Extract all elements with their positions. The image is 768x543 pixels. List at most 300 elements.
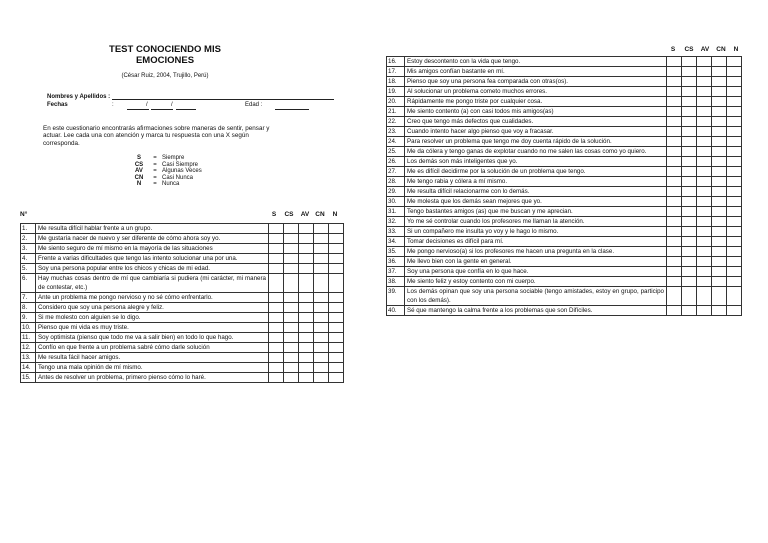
answer-cell-s[interactable] (269, 254, 284, 264)
answer-cell-s[interactable] (667, 167, 682, 177)
answer-cell-cn[interactable] (712, 177, 727, 187)
answer-cell-n[interactable] (329, 224, 344, 234)
answer-cell-cn[interactable] (712, 207, 727, 217)
date-slash-2: / (171, 102, 173, 108)
question-number: 6. (21, 274, 36, 293)
answer-cell-s[interactable] (667, 67, 682, 77)
answer-cell-cs[interactable] (682, 157, 697, 167)
answer-cell-s[interactable] (269, 353, 284, 363)
answer-cell-s[interactable] (667, 187, 682, 197)
answer-cell-s[interactable] (269, 333, 284, 343)
question-row (21, 234, 344, 244)
answer-cell-av[interactable] (697, 247, 712, 257)
answer-cell-cs[interactable] (682, 217, 697, 227)
answer-cell-n[interactable] (727, 87, 742, 97)
answer-cell-cn[interactable] (712, 57, 727, 67)
answer-cell-cs[interactable] (284, 254, 299, 264)
answer-cell-s[interactable] (667, 247, 682, 257)
answer-cell-s[interactable] (667, 127, 682, 137)
question-row (387, 267, 742, 277)
answer-cell-av[interactable] (697, 167, 712, 177)
question-text: Me siento feliz y estoy contento con mi cuerpo. (405, 277, 667, 287)
answer-cell-s[interactable] (269, 313, 284, 323)
answer-cell-s[interactable] (667, 147, 682, 157)
question-text: Soy optimista (pienso que todo me va a salir bien) en todo lo que hago. (36, 333, 269, 343)
legend-meaning: Siempre (162, 155, 185, 161)
right-page (384, 0, 768, 543)
question-row (21, 274, 344, 293)
answer-cell-cs[interactable] (682, 237, 697, 247)
question-number: 17. (387, 67, 405, 77)
answer-cell-s[interactable] (667, 207, 682, 217)
answer-cell-n[interactable] (727, 237, 742, 247)
answer-cell-av[interactable] (299, 303, 314, 313)
legend-eq: = (153, 168, 157, 174)
questions-table-right (386, 56, 742, 316)
questions-table-left (20, 223, 344, 383)
question-number: 1. (21, 224, 36, 234)
answer-cell-cs[interactable] (682, 197, 697, 207)
question-number: 8. (21, 303, 36, 313)
answer-cell-n[interactable] (329, 264, 344, 274)
question-text: Me resulta difícil hablar frente a un grupo. (36, 224, 269, 234)
answer-cell-s[interactable] (269, 303, 284, 313)
answer-cell-cn[interactable] (712, 147, 727, 157)
answer-cell-av[interactable] (299, 293, 314, 303)
answer-cell-s[interactable] (667, 217, 682, 227)
answer-cell-n[interactable] (727, 207, 742, 217)
answer-cell-cn[interactable] (712, 167, 727, 177)
answer-cell-av[interactable] (697, 97, 712, 107)
col-header-s: S (271, 211, 277, 218)
legend-eq: = (153, 174, 157, 181)
answer-cell-cs[interactable] (284, 353, 299, 363)
answer-cell-cs[interactable] (284, 293, 299, 303)
question-row (387, 157, 742, 167)
answer-cell-cn[interactable] (712, 137, 727, 147)
answer-cell-cn[interactable] (314, 323, 329, 333)
answer-cell-n[interactable] (727, 137, 742, 147)
answer-cell-s[interactable] (667, 197, 682, 207)
answer-cell-n[interactable] (727, 287, 742, 306)
col-header-n: N (733, 46, 739, 53)
answer-cell-av[interactable] (299, 323, 314, 333)
question-text: Yo me sé controlar cuando los profesores me llaman la atención. (405, 217, 667, 227)
answer-cell-cn[interactable] (712, 287, 727, 306)
answer-cell-cs[interactable] (284, 363, 299, 373)
answer-cell-s[interactable] (269, 274, 284, 293)
question-number: 38. (387, 277, 405, 287)
answer-cell-n[interactable] (727, 306, 742, 316)
answer-cell-s[interactable] (269, 264, 284, 274)
answer-cell-av[interactable] (299, 254, 314, 264)
question-number: 12. (21, 343, 36, 353)
question-row (21, 363, 344, 373)
answer-cell-cs[interactable] (284, 274, 299, 293)
answer-cell-cs[interactable] (284, 234, 299, 244)
answer-cell-cs[interactable] (284, 333, 299, 343)
answer-cell-cn[interactable] (314, 333, 329, 343)
answer-cell-av[interactable] (697, 177, 712, 187)
answer-cell-cs[interactable] (682, 227, 697, 237)
question-row (387, 77, 742, 87)
answer-cell-cn[interactable] (314, 254, 329, 264)
question-number: 9. (21, 313, 36, 323)
answer-cell-cs[interactable] (682, 207, 697, 217)
answer-cell-cn[interactable] (314, 353, 329, 363)
answer-cell-cs[interactable] (284, 303, 299, 313)
answer-cell-cn[interactable] (314, 303, 329, 313)
question-number: 22. (387, 117, 405, 127)
answer-cell-s[interactable] (667, 287, 682, 306)
answer-cell-av[interactable] (697, 237, 712, 247)
answer-cell-cs[interactable] (682, 187, 697, 197)
answer-cell-s[interactable] (667, 107, 682, 117)
question-number: 24. (387, 137, 405, 147)
answer-cell-av[interactable] (697, 217, 712, 227)
question-text: Me resulta difícil relacionarme con lo demás. (405, 187, 667, 197)
answer-cell-n[interactable] (329, 343, 344, 353)
answer-cell-n[interactable] (727, 187, 742, 197)
answer-legend (130, 155, 202, 188)
answer-cell-cs[interactable] (682, 167, 697, 177)
answer-cell-s[interactable] (667, 257, 682, 267)
answer-cell-n[interactable] (727, 67, 742, 77)
question-number: 19. (387, 87, 405, 97)
question-number: 2. (21, 234, 36, 244)
answer-cell-n[interactable] (727, 147, 742, 157)
question-number: 28. (387, 177, 405, 187)
question-row (387, 237, 742, 247)
legend-eq: = (153, 161, 157, 168)
answer-cell-cn[interactable] (712, 157, 727, 167)
answer-cell-cs[interactable] (284, 323, 299, 333)
answer-cell-av[interactable] (299, 343, 314, 353)
answer-cell-s[interactable] (667, 97, 682, 107)
answer-cell-cs[interactable] (682, 77, 697, 87)
answer-cell-av[interactable] (697, 77, 712, 87)
question-text: Me gustaría nacer de nuevo y ser diferente de cómo ahora soy yo. (36, 234, 269, 244)
name-line[interactable] (112, 92, 334, 100)
question-number: 26. (387, 157, 405, 167)
question-row (387, 227, 742, 237)
answer-cell-n[interactable] (329, 323, 344, 333)
answer-cell-s[interactable] (667, 277, 682, 287)
answer-cell-cs[interactable] (284, 264, 299, 274)
answer-cell-cn[interactable] (314, 343, 329, 353)
answer-cell-av[interactable] (299, 313, 314, 323)
answer-cell-av[interactable] (697, 157, 712, 167)
question-text: Mis amigos confían bastante en mí. (405, 67, 667, 77)
answer-cell-cn[interactable] (712, 117, 727, 127)
col-header-cn: CN (716, 46, 726, 53)
legend-meaning: Casi Nunca (162, 174, 194, 181)
answer-cell-cs[interactable] (682, 177, 697, 187)
answer-cell-av[interactable] (299, 234, 314, 244)
question-row (21, 254, 344, 264)
answer-cell-n[interactable] (727, 177, 742, 187)
question-text: Me llevo bien con la gente en general. (405, 257, 667, 267)
answer-cell-av[interactable] (697, 257, 712, 267)
question-row (387, 117, 742, 127)
answer-cell-av[interactable] (697, 147, 712, 157)
answer-cell-n[interactable] (727, 217, 742, 227)
question-row (21, 293, 344, 303)
date-age-field (47, 102, 327, 108)
answer-cell-n[interactable] (727, 157, 742, 167)
answer-cell-n[interactable] (727, 227, 742, 237)
answer-cell-cs[interactable] (284, 313, 299, 323)
answer-cell-cs[interactable] (682, 87, 697, 97)
question-row (387, 87, 742, 97)
answer-cell-s[interactable] (667, 306, 682, 316)
answer-cell-s[interactable] (269, 244, 284, 254)
answer-cell-av[interactable] (697, 57, 712, 67)
answer-cell-av[interactable] (299, 353, 314, 363)
answer-cell-cs[interactable] (284, 373, 299, 383)
answer-cell-s[interactable] (269, 234, 284, 244)
question-number: 7. (21, 293, 36, 303)
question-row (387, 257, 742, 267)
answer-cell-n[interactable] (329, 363, 344, 373)
answer-cell-n[interactable] (727, 167, 742, 177)
question-row (21, 343, 344, 353)
question-number: 5. (21, 264, 36, 274)
answer-cell-av[interactable] (697, 306, 712, 316)
answer-cell-cn[interactable] (712, 306, 727, 316)
answer-cell-cn[interactable] (712, 237, 727, 247)
answer-cell-av[interactable] (697, 107, 712, 117)
answer-cell-av[interactable] (697, 207, 712, 217)
answer-cell-n[interactable] (329, 254, 344, 264)
answer-cell-cn[interactable] (314, 293, 329, 303)
answer-cell-cs[interactable] (682, 267, 697, 277)
answer-cell-s[interactable] (667, 117, 682, 127)
age-line[interactable] (275, 102, 309, 110)
answer-cell-s[interactable] (667, 87, 682, 97)
right-table-header (384, 46, 768, 55)
question-number: 20. (387, 97, 405, 107)
date-label: Fechas (47, 102, 68, 108)
question-number: 36. (387, 257, 405, 267)
answer-cell-s[interactable] (667, 267, 682, 277)
question-row (21, 313, 344, 323)
question-row (21, 244, 344, 254)
question-text: Para resolver un problema que tengo me doy cuenta rápido de la solución. (405, 137, 667, 147)
answer-cell-av[interactable] (697, 227, 712, 237)
answer-cell-av[interactable] (299, 244, 314, 254)
answer-cell-av[interactable] (299, 363, 314, 373)
answer-cell-av[interactable] (697, 267, 712, 277)
answer-cell-av[interactable] (697, 137, 712, 147)
answer-cell-cs[interactable] (682, 147, 697, 157)
answer-cell-n[interactable] (329, 373, 344, 383)
question-row (21, 333, 344, 343)
answer-cell-cn[interactable] (712, 127, 727, 137)
answer-cell-n[interactable] (727, 107, 742, 117)
question-number: 31. (387, 207, 405, 217)
question-number: 23. (387, 127, 405, 137)
answer-cell-n[interactable] (329, 313, 344, 323)
answer-cell-n[interactable] (727, 197, 742, 207)
col-header-n: N (332, 211, 338, 218)
answer-cell-cs[interactable] (284, 244, 299, 254)
answer-cell-av[interactable] (697, 117, 712, 127)
answer-cell-s[interactable] (667, 77, 682, 87)
answer-cell-cs[interactable] (682, 137, 697, 147)
question-text: Me molesta que los demás sean mejores que yo. (405, 197, 667, 207)
answer-cell-cn[interactable] (712, 67, 727, 77)
question-text: Al solucionar un problema cometo muchos errores. (405, 87, 667, 97)
answer-cell-av[interactable] (697, 127, 712, 137)
answer-cell-s[interactable] (667, 227, 682, 237)
answer-cell-n[interactable] (329, 274, 344, 293)
answer-cell-av[interactable] (299, 373, 314, 383)
answer-cell-cn[interactable] (712, 87, 727, 97)
answer-cell-av[interactable] (697, 187, 712, 197)
answer-cell-av[interactable] (697, 287, 712, 306)
question-row (387, 306, 742, 316)
answer-cell-s[interactable] (269, 293, 284, 303)
answer-cell-av[interactable] (697, 277, 712, 287)
date-month-line[interactable] (151, 102, 173, 110)
answer-cell-cn[interactable] (314, 224, 329, 234)
answer-cell-n[interactable] (329, 234, 344, 244)
question-text: Si me molesto con alguien se lo digo. (36, 313, 269, 323)
citation: (César Ruiz, 2004, Trujillo, Perú) (121, 73, 209, 79)
answer-cell-cs[interactable] (682, 287, 697, 306)
answer-cell-cn[interactable] (712, 257, 727, 267)
answer-cell-s[interactable] (269, 323, 284, 333)
answer-cell-s[interactable] (269, 373, 284, 383)
col-header-av: AV (300, 211, 310, 218)
answer-cell-cn[interactable] (712, 77, 727, 87)
answer-cell-n[interactable] (329, 303, 344, 313)
answer-cell-cn[interactable] (712, 187, 727, 197)
answer-cell-cs[interactable] (682, 57, 697, 67)
question-text: Pienso que soy una persona fea comparada con otras(os). (405, 77, 667, 87)
answer-cell-cn[interactable] (314, 363, 329, 373)
answer-cell-cn[interactable] (712, 227, 727, 237)
answer-cell-cn[interactable] (314, 373, 329, 383)
answer-cell-cs[interactable] (682, 257, 697, 267)
legend-eq: = (153, 181, 157, 187)
answer-cell-cn[interactable] (314, 274, 329, 293)
col-header-av: AV (700, 46, 710, 53)
legend-code: CS (134, 161, 144, 168)
answer-cell-cn[interactable] (712, 97, 727, 107)
answer-cell-n[interactable] (329, 353, 344, 363)
name-field[interactable] (47, 92, 334, 100)
question-text: Sé que mantengo la calma frente a los problemas que son Difíciles. (405, 306, 667, 316)
answer-cell-s[interactable] (667, 157, 682, 167)
answer-cell-cs[interactable] (284, 224, 299, 234)
answer-cell-s[interactable] (667, 237, 682, 247)
instructions: En este cuestionario encontrarás afirmaciones sobre maneras de sentir, pensar y actuar. Lee cada una con atención y marca tu respuesta con una X según corresponda. (43, 125, 270, 147)
answer-cell-cn[interactable] (712, 247, 727, 257)
question-text: Me siento seguro de mí mismo en la mayoría de las situaciones (36, 244, 269, 254)
answer-cell-n[interactable] (727, 77, 742, 87)
answer-cell-n[interactable] (727, 267, 742, 277)
answer-cell-n[interactable] (727, 97, 742, 107)
answer-cell-n[interactable] (727, 57, 742, 67)
answer-cell-s[interactable] (269, 343, 284, 353)
col-header-cs: CS (684, 46, 694, 53)
answer-cell-s[interactable] (667, 177, 682, 187)
test-title (60, 44, 270, 66)
legend-code: N (136, 181, 142, 187)
answer-cell-n[interactable] (727, 257, 742, 267)
answer-cell-cn[interactable] (712, 267, 727, 277)
date-year-line[interactable] (176, 102, 196, 110)
question-row (387, 277, 742, 287)
question-row (387, 217, 742, 227)
answer-cell-n[interactable] (329, 244, 344, 254)
question-row (387, 137, 742, 147)
answer-cell-av[interactable] (697, 197, 712, 207)
answer-cell-s[interactable] (667, 137, 682, 147)
answer-cell-s[interactable] (269, 224, 284, 234)
answer-cell-av[interactable] (299, 333, 314, 343)
answer-cell-cs[interactable] (682, 97, 697, 107)
answer-cell-cn[interactable] (314, 264, 329, 274)
answer-cell-av[interactable] (697, 67, 712, 77)
answer-cell-cn[interactable] (314, 244, 329, 254)
answer-cell-cn[interactable] (314, 234, 329, 244)
answer-cell-av[interactable] (299, 274, 314, 293)
answer-cell-cs[interactable] (682, 247, 697, 257)
question-text: Rápidamente me pongo triste por cualquier cosa. (405, 97, 667, 107)
title-line-2: EMOCIONES (135, 55, 195, 66)
question-text: Soy una persona popular entre los chicos y chicas de mi edad. (36, 264, 269, 274)
question-text: Tengo una mala opinión de mí mismo. (36, 363, 269, 373)
answer-cell-s[interactable] (667, 57, 682, 67)
answer-cell-cs[interactable] (682, 127, 697, 137)
legend-code: AV (135, 168, 143, 174)
answer-cell-av[interactable] (697, 87, 712, 97)
answer-cell-cs[interactable] (284, 343, 299, 353)
question-number: 39. (387, 287, 405, 306)
answer-cell-n[interactable] (329, 333, 344, 343)
legend-meaning: Casi Siempre (162, 161, 199, 168)
answer-cell-cs[interactable] (682, 277, 697, 287)
question-row (387, 177, 742, 187)
answer-cell-n[interactable] (329, 293, 344, 303)
answer-cell-cs[interactable] (682, 67, 697, 77)
answer-cell-s[interactable] (269, 363, 284, 373)
question-text: Tengo bastantes amigos (as) que me buscan y me aprecian. (405, 207, 667, 217)
answer-cell-av[interactable] (299, 224, 314, 234)
question-row (21, 373, 344, 383)
answer-cell-n[interactable] (727, 127, 742, 137)
answer-cell-n[interactable] (727, 117, 742, 127)
answer-cell-cn[interactable] (314, 313, 329, 323)
question-row (21, 224, 344, 234)
answer-cell-cs[interactable] (682, 306, 697, 316)
answer-cell-av[interactable] (299, 264, 314, 274)
answer-cell-n[interactable] (727, 247, 742, 257)
answer-cell-n[interactable] (727, 277, 742, 287)
answer-cell-cn[interactable] (712, 197, 727, 207)
answer-cell-cs[interactable] (682, 117, 697, 127)
question-text: Si un compañero me insulta yo voy y le hago lo mismo. (405, 227, 667, 237)
question-text: Soy una persona que confía en lo que hace. (405, 267, 667, 277)
answer-cell-cn[interactable] (712, 217, 727, 227)
question-row (387, 197, 742, 207)
answer-cell-cs[interactable] (682, 107, 697, 117)
answer-cell-cn[interactable] (712, 107, 727, 117)
answer-cell-cn[interactable] (712, 277, 727, 287)
